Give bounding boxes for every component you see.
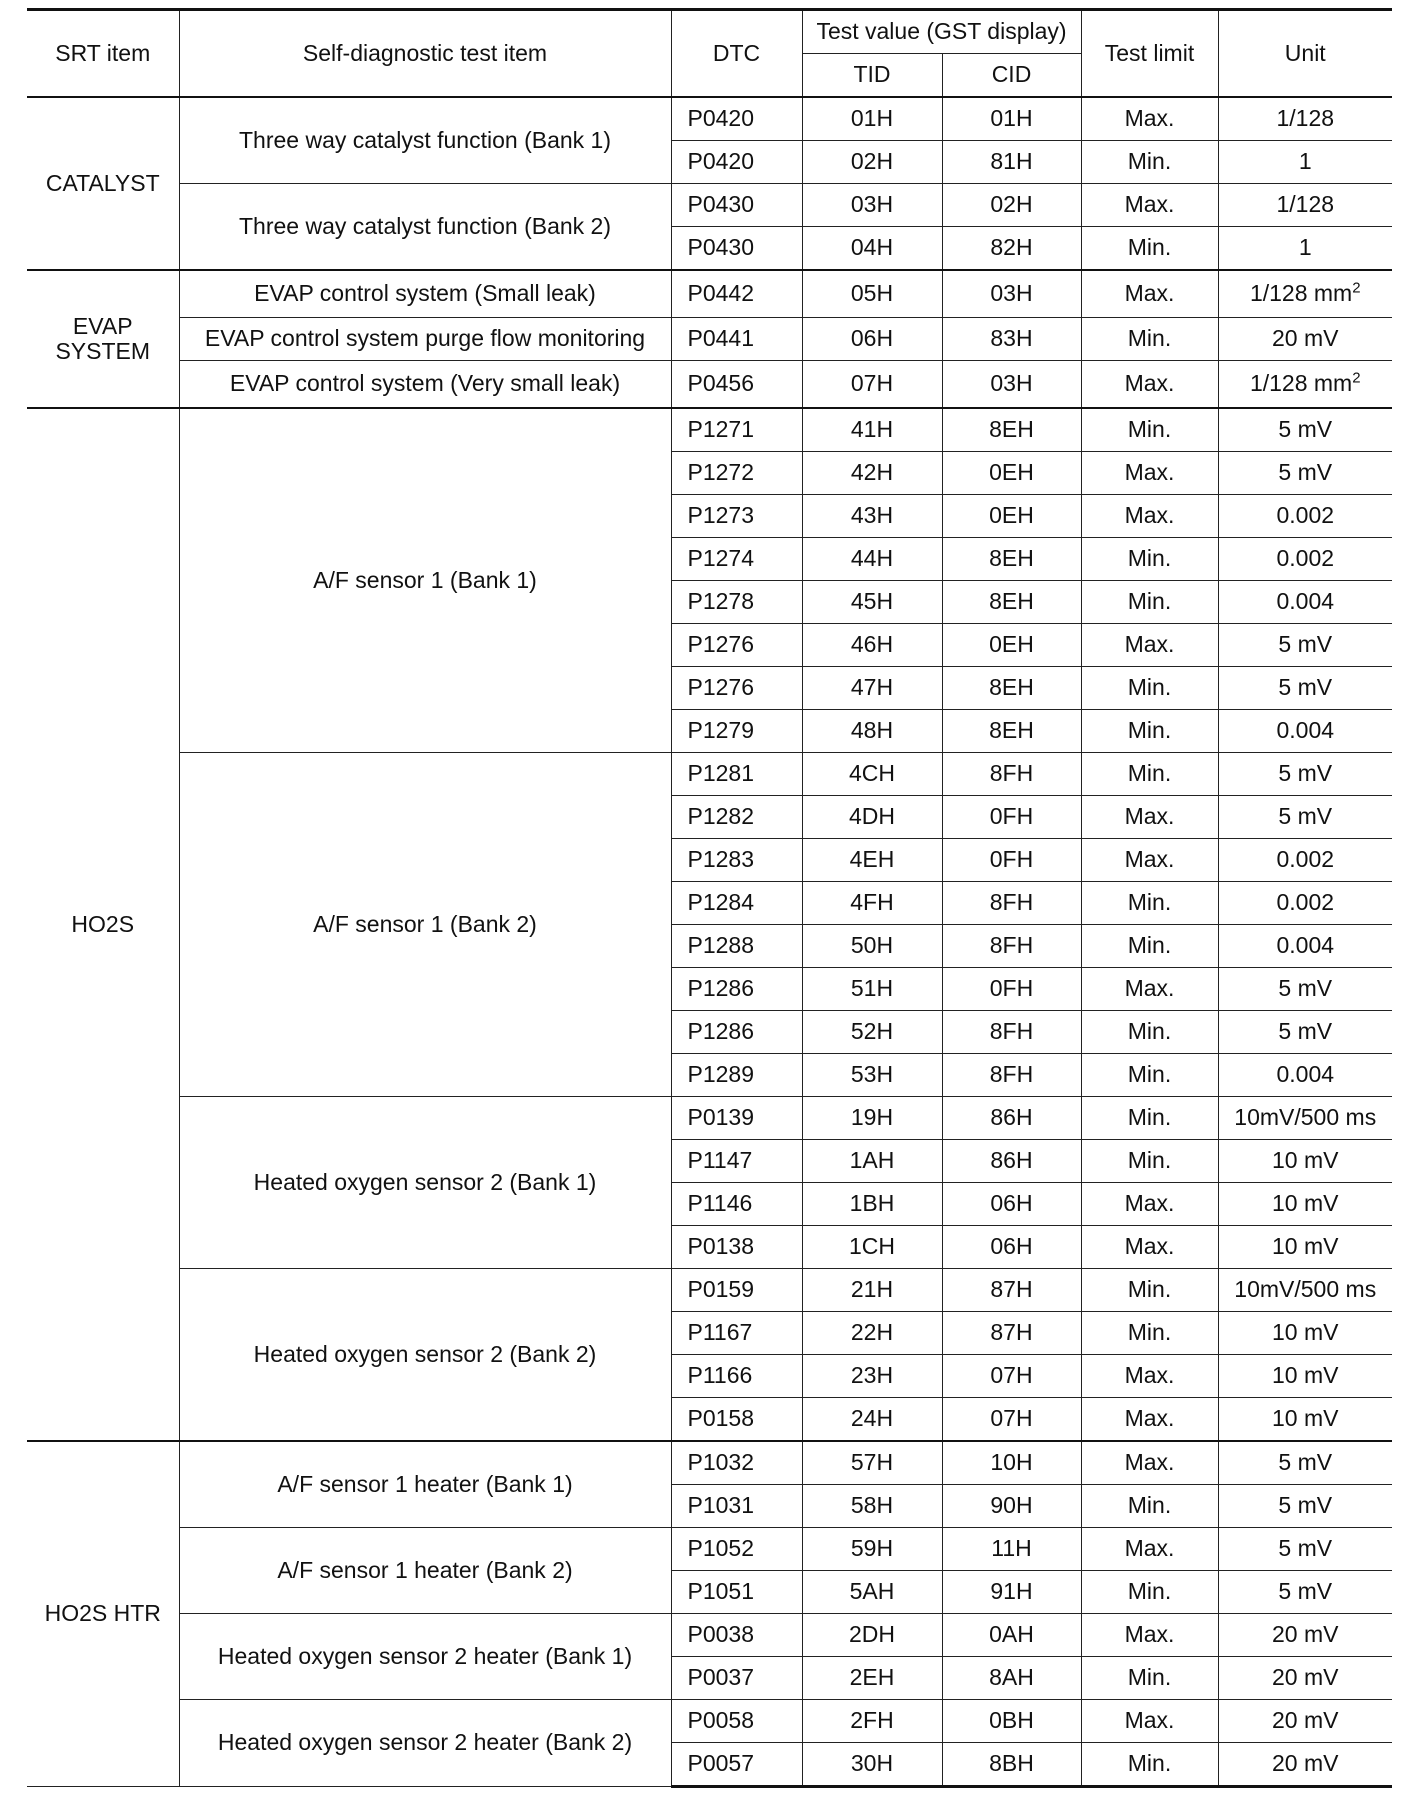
dtc-cell: P1284 [671,882,802,925]
dtc-cell: P0430 [671,227,802,271]
test-limit-cell: Min. [1081,318,1218,361]
cid-cell: 0AH [942,1614,1081,1657]
header-test-limit: Test limit [1081,10,1218,98]
tid-cell: 01H [802,97,942,141]
dtc-cell: P1031 [671,1485,802,1528]
tid-cell: 4DH [802,796,942,839]
test-limit-cell: Max. [1081,97,1218,141]
tid-cell: 22H [802,1312,942,1355]
header-self-diagnostic-item: Self-diagnostic test item [179,10,671,98]
unit-text: 5 mV [1278,459,1333,486]
unit-text: 5 mV [1278,1535,1333,1562]
self-diagnostic-item-cell: Heated oxygen sensor 2 (Bank 1) [179,1097,671,1269]
unit-cell [1218,408,1392,452]
cid-cell: 0FH [942,839,1081,882]
unit-text: 1/128 [1276,105,1335,132]
tid-cell: 05H [802,270,942,318]
tid-cell: 48H [802,710,942,753]
unit-cell [1218,1226,1392,1269]
unit-cell [1218,270,1392,318]
test-limit-cell: Min. [1081,581,1218,624]
dtc-cell: P1167 [671,1312,802,1355]
test-limit-cell: Max. [1081,1398,1218,1442]
test-limit-cell: Min. [1081,1269,1218,1312]
self-diagnostic-item-cell: EVAP control system purge flow monitoring [179,318,671,361]
test-limit-cell: Max. [1081,1528,1218,1571]
cid-cell: 0FH [942,968,1081,1011]
self-diagnostic-item-cell: Heated oxygen sensor 2 heater (Bank 1) [179,1614,671,1700]
cid-cell: 11H [942,1528,1081,1571]
unit-superscript: 2 [1352,369,1361,387]
unit-text: 5 mV [1278,1449,1333,1476]
cid-cell: 8FH [942,1011,1081,1054]
unit-text: 10 mV [1272,1190,1339,1217]
unit-text: 1/128 [1276,191,1335,218]
tid-cell: 06H [802,318,942,361]
cid-cell: 8FH [942,925,1081,968]
srt-test-value-table [27,8,1392,1788]
cid-cell: 03H [942,361,1081,409]
dtc-cell: P0037 [671,1657,802,1700]
unit-cell [1218,1700,1392,1743]
self-diagnostic-item-cell: Three way catalyst function (Bank 1) [179,97,671,184]
cid-cell: 10H [942,1441,1081,1485]
unit-cell [1218,925,1392,968]
test-limit-cell: Max. [1081,184,1218,227]
cid-cell: 0FH [942,796,1081,839]
unit-text: 5 mV [1278,416,1333,443]
unit-text: 1 [1298,148,1312,175]
cid-cell: 90H [942,1485,1081,1528]
test-limit-cell: Max. [1081,1441,1218,1485]
srt-item-cell: CATALYST [27,97,179,270]
table-row [27,753,1392,796]
tid-cell: 03H [802,184,942,227]
test-limit-cell: Min. [1081,141,1218,184]
cid-cell: 06H [942,1183,1081,1226]
test-limit-cell: Min. [1081,882,1218,925]
cid-cell: 03H [942,270,1081,318]
tid-cell: 45H [802,581,942,624]
unit-cell [1218,710,1392,753]
unit-text: 0.002 [1276,846,1335,873]
unit-text: 1 [1298,234,1312,261]
dtc-cell: P1283 [671,839,802,882]
unit-text: 1/128 mm [1249,280,1353,307]
dtc-cell: P1288 [671,925,802,968]
unit-cell [1218,1269,1392,1312]
cid-cell: 8EH [942,408,1081,452]
unit-cell [1218,184,1392,227]
cid-cell: 0EH [942,624,1081,667]
unit-cell [1218,1528,1392,1571]
table-row [27,270,1392,318]
unit-text: 20 mV [1272,1750,1339,1777]
tid-cell: 44H [802,538,942,581]
srt-item-cell: HO2S HTR [27,1441,179,1787]
unit-cell [1218,1398,1392,1442]
test-limit-cell: Max. [1081,1226,1218,1269]
test-limit-cell: Min. [1081,753,1218,796]
unit-text: 10 mV [1272,1233,1339,1260]
unit-text: 10 mV [1272,1319,1339,1346]
self-diagnostic-item-cell: A/F sensor 1 heater (Bank 2) [179,1528,671,1614]
dtc-cell: P1052 [671,1528,802,1571]
cid-cell: 01H [942,97,1081,141]
table-header [27,10,1392,98]
unit-cell [1218,1183,1392,1226]
cid-cell: 8FH [942,882,1081,925]
tid-cell: 24H [802,1398,942,1442]
tid-cell: 42H [802,452,942,495]
unit-cell [1218,1054,1392,1097]
header-unit: Unit [1218,10,1392,98]
unit-text: 5 mV [1278,1018,1333,1045]
unit-cell [1218,1485,1392,1528]
unit-cell [1218,318,1392,361]
dtc-cell: P1281 [671,753,802,796]
dtc-cell: P1289 [671,1054,802,1097]
unit-cell [1218,1140,1392,1183]
table-row [27,318,1392,361]
test-limit-cell: Min. [1081,1657,1218,1700]
dtc-cell: P1276 [671,667,802,710]
unit-cell [1218,581,1392,624]
unit-cell [1218,1097,1392,1140]
cid-cell: 0EH [942,452,1081,495]
unit-cell [1218,1571,1392,1614]
test-limit-cell: Min. [1081,925,1218,968]
table-row [27,408,1392,452]
unit-text: 0.002 [1276,545,1335,572]
table-row [27,1700,1392,1743]
tid-cell: 47H [802,667,942,710]
unit-text: 5 mV [1278,975,1333,1002]
cid-cell: 81H [942,141,1081,184]
unit-cell [1218,141,1392,184]
tid-cell: 2DH [802,1614,942,1657]
tid-cell: 1AH [802,1140,942,1183]
dtc-cell: P1278 [671,581,802,624]
tid-cell: 1BH [802,1183,942,1226]
header-srt-item: SRT item [27,10,179,98]
table-row [27,1269,1392,1312]
cid-cell: 07H [942,1355,1081,1398]
test-limit-cell: Min. [1081,1743,1218,1787]
unit-text: 0.004 [1276,932,1335,959]
tid-cell: 2EH [802,1657,942,1700]
cid-cell: 87H [942,1312,1081,1355]
srt-item-cell: EVAP SYSTEM [27,270,179,408]
unit-text: 1/128 mm [1249,370,1353,397]
dtc-cell: P0420 [671,97,802,141]
unit-text: 5 mV [1278,1492,1333,1519]
unit-text: 5 mV [1278,760,1333,787]
unit-cell [1218,227,1392,271]
tid-cell: 57H [802,1441,942,1485]
test-limit-cell: Min. [1081,1011,1218,1054]
dtc-cell: P0420 [671,141,802,184]
cid-cell: 06H [942,1226,1081,1269]
header-cid: CID [942,54,1081,98]
srt-item-cell: HO2S [27,408,179,1441]
cid-cell: 8FH [942,1054,1081,1097]
unit-cell [1218,1614,1392,1657]
unit-cell [1218,1312,1392,1355]
unit-cell [1218,1657,1392,1700]
tid-cell: 51H [802,968,942,1011]
cid-cell: 8BH [942,1743,1081,1787]
unit-cell [1218,1743,1392,1787]
dtc-cell: P0456 [671,361,802,409]
unit-text: 10 mV [1272,1405,1339,1432]
test-limit-cell: Min. [1081,1312,1218,1355]
cid-cell: 8EH [942,710,1081,753]
cid-cell: 8EH [942,538,1081,581]
test-limit-cell: Min. [1081,1054,1218,1097]
dtc-cell: P1273 [671,495,802,538]
tid-cell: 2FH [802,1700,942,1743]
dtc-cell: P0442 [671,270,802,318]
tid-cell: 30H [802,1743,942,1787]
cid-cell: 87H [942,1269,1081,1312]
test-limit-cell: Max. [1081,1614,1218,1657]
self-diagnostic-item-cell: Heated oxygen sensor 2 heater (Bank 2) [179,1700,671,1787]
dtc-cell: P0159 [671,1269,802,1312]
dtc-cell: P1274 [671,538,802,581]
unit-text: 20 mV [1272,325,1339,352]
tid-cell: 53H [802,1054,942,1097]
unit-text: 5 mV [1278,631,1333,658]
tid-cell: 4CH [802,753,942,796]
table-row [27,184,1392,227]
cid-cell: 83H [942,318,1081,361]
test-limit-cell: Max. [1081,796,1218,839]
header-test-value: Test value (GST display) [802,10,1081,54]
unit-cell [1218,624,1392,667]
dtc-cell: P1032 [671,1441,802,1485]
test-limit-cell: Min. [1081,1097,1218,1140]
unit-text: 0.004 [1276,1061,1335,1088]
dtc-cell: P1147 [671,1140,802,1183]
unit-cell [1218,839,1392,882]
tid-cell: 50H [802,925,942,968]
tid-cell: 23H [802,1355,942,1398]
self-diagnostic-item-cell: EVAP control system (Small leak) [179,270,671,318]
unit-cell [1218,452,1392,495]
table-row [27,361,1392,409]
cid-cell: 82H [942,227,1081,271]
test-limit-cell: Max. [1081,1700,1218,1743]
self-diagnostic-item-cell: A/F sensor 1 heater (Bank 1) [179,1441,671,1528]
dtc-cell: P1286 [671,968,802,1011]
test-limit-cell: Max. [1081,270,1218,318]
unit-text: 20 mV [1272,1707,1339,1734]
dtc-cell: P0139 [671,1097,802,1140]
dtc-cell: P1146 [671,1183,802,1226]
test-limit-cell: Max. [1081,361,1218,409]
dtc-cell: P0038 [671,1614,802,1657]
unit-cell [1218,667,1392,710]
cid-cell: 86H [942,1097,1081,1140]
unit-text: 5 mV [1278,674,1333,701]
dtc-cell: P0058 [671,1700,802,1743]
unit-text: 5 mV [1278,803,1333,830]
tid-cell: 5AH [802,1571,942,1614]
unit-cell [1218,1011,1392,1054]
table-row [27,1614,1392,1657]
self-diagnostic-item-cell: A/F sensor 1 (Bank 2) [179,753,671,1097]
cid-cell: 0BH [942,1700,1081,1743]
self-diagnostic-item-cell: EVAP control system (Very small leak) [179,361,671,409]
dtc-cell: P1166 [671,1355,802,1398]
cid-cell: 8EH [942,667,1081,710]
tid-cell: 58H [802,1485,942,1528]
unit-cell [1218,1355,1392,1398]
dtc-cell: P0430 [671,184,802,227]
tid-cell: 41H [802,408,942,452]
cid-cell: 07H [942,1398,1081,1442]
cid-cell: 8AH [942,1657,1081,1700]
unit-superscript: 2 [1352,279,1361,297]
tid-cell: 04H [802,227,942,271]
unit-cell [1218,968,1392,1011]
table-row [27,1441,1392,1485]
dtc-cell: P0057 [671,1743,802,1787]
tid-cell: 59H [802,1528,942,1571]
unit-cell [1218,361,1392,409]
test-limit-cell: Min. [1081,1571,1218,1614]
unit-cell [1218,882,1392,925]
unit-cell [1218,753,1392,796]
test-limit-cell: Min. [1081,667,1218,710]
unit-cell [1218,1441,1392,1485]
dtc-cell: P0158 [671,1398,802,1442]
test-limit-cell: Min. [1081,227,1218,271]
unit-cell [1218,97,1392,141]
tid-cell: 46H [802,624,942,667]
test-limit-cell: Min. [1081,1485,1218,1528]
unit-cell [1218,495,1392,538]
unit-text: 0.002 [1276,502,1335,529]
self-diagnostic-item-cell: Three way catalyst function (Bank 2) [179,184,671,271]
dtc-cell: P0138 [671,1226,802,1269]
test-limit-cell: Max. [1081,624,1218,667]
unit-text: 10mV/500 ms [1234,1276,1377,1303]
tid-cell: 52H [802,1011,942,1054]
unit-text: 20 mV [1272,1664,1339,1691]
cid-cell: 91H [942,1571,1081,1614]
test-limit-cell: Min. [1081,408,1218,452]
test-limit-cell: Max. [1081,452,1218,495]
tid-cell: 02H [802,141,942,184]
self-diagnostic-item-cell: Heated oxygen sensor 2 (Bank 2) [179,1269,671,1442]
unit-text: 10mV/500 ms [1234,1104,1377,1131]
table-body [27,97,1392,1787]
unit-text: 0.002 [1276,889,1335,916]
unit-text: 0.004 [1276,717,1335,744]
tid-cell: 07H [802,361,942,409]
test-limit-cell: Max. [1081,839,1218,882]
dtc-cell: P1272 [671,452,802,495]
test-limit-cell: Min. [1081,710,1218,753]
header-tid: TID [802,54,942,98]
unit-cell [1218,538,1392,581]
tid-cell: 43H [802,495,942,538]
table-row [27,1528,1392,1571]
tid-cell: 4EH [802,839,942,882]
test-limit-cell: Min. [1081,1140,1218,1183]
test-limit-cell: Max. [1081,495,1218,538]
cid-cell: 02H [942,184,1081,227]
test-limit-cell: Min. [1081,538,1218,581]
test-limit-cell: Max. [1081,968,1218,1011]
self-diagnostic-item-cell: A/F sensor 1 (Bank 1) [179,408,671,753]
tid-cell: 1CH [802,1226,942,1269]
tid-cell: 19H [802,1097,942,1140]
cid-cell: 86H [942,1140,1081,1183]
dtc-cell: P1286 [671,1011,802,1054]
cid-cell: 0EH [942,495,1081,538]
dtc-cell: P1279 [671,710,802,753]
unit-text: 0.004 [1276,588,1335,615]
unit-cell [1218,796,1392,839]
unit-text: 10 mV [1272,1362,1339,1389]
dtc-cell: P1271 [671,408,802,452]
test-limit-cell: Max. [1081,1183,1218,1226]
dtc-cell: P1051 [671,1571,802,1614]
unit-text: 20 mV [1272,1621,1339,1648]
dtc-cell: P1276 [671,624,802,667]
table-row [27,1097,1392,1140]
cid-cell: 8FH [942,753,1081,796]
unit-text: 10 mV [1272,1147,1339,1174]
table-row [27,97,1392,141]
dtc-cell: P0441 [671,318,802,361]
dtc-cell: P1282 [671,796,802,839]
tid-cell: 4FH [802,882,942,925]
header-dtc: DTC [671,10,802,98]
test-limit-cell: Max. [1081,1355,1218,1398]
tid-cell: 21H [802,1269,942,1312]
unit-text: 5 mV [1278,1578,1333,1605]
cid-cell: 8EH [942,581,1081,624]
